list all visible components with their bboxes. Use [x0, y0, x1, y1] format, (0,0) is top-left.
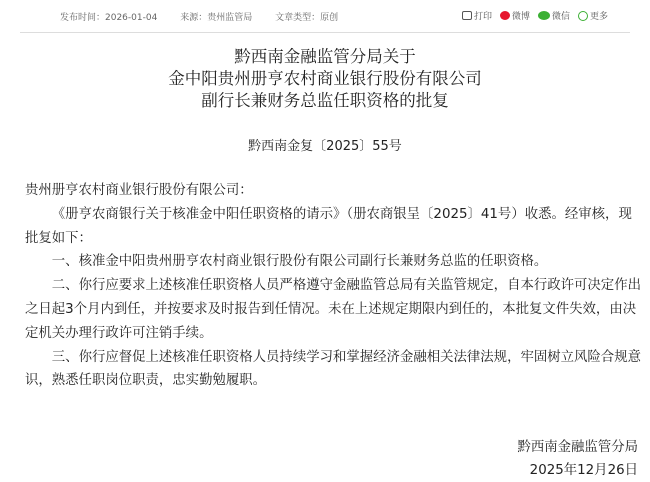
signature — [517, 436, 638, 482]
issuing-org: 黔西南金融监管分局 — [517, 440, 638, 455]
paragraph: 一、核准金中阳贵州册亨农村商业银行股份有限公司副行长兼财务总监的任职资格。 — [51, 254, 548, 270]
title-line: 金中阳贵州册亨农村商业银行股份有限公司 — [168, 69, 482, 88]
weibo-label: 微博 — [511, 12, 530, 22]
share-bar — [462, 9, 608, 22]
article-type: 文章类型：原创 — [275, 13, 339, 23]
paragraph: 三、你行应督促上述核准任职资格人员持续学习和掌握经济金融相关法律法规，牢固树立风险合规意识，熟悉任职岗位职责，忠实勤勉履职。 — [25, 349, 641, 389]
issue-date: 2025年12月26日 — [529, 463, 638, 478]
wechat-button[interactable] — [538, 9, 570, 22]
addressee: 贵州册亨农村商业银行股份有限公司： — [25, 183, 253, 198]
document-title — [0, 46, 650, 112]
printer-icon — [462, 11, 472, 20]
paragraph: 二、你行应要求上述核准任职资格人员严格遵守金融监管总局有关监管规定，自本行政许可决定作出之日起3个月内到任，并按要求及时报告到任情况。未在上述规定期限内到任的，本批复文件失效，由决定机关办理行政许可注销手续。 — [25, 278, 641, 341]
weibo-button[interactable] — [500, 9, 530, 22]
paragraph: 《册亨农商银行关于核准金中阳任职资格的请示》（册农商银呈〔2025〕41号）收悉。经审核，现批复如下： — [25, 206, 632, 246]
print-label: 打印 — [473, 12, 492, 22]
more-button[interactable] — [578, 9, 608, 22]
more-label: 更多 — [589, 12, 608, 22]
source: 来源：贵州监管局 — [180, 13, 253, 23]
document-body — [25, 179, 641, 393]
publish-date: 发布时间：2026-01-04 — [60, 13, 158, 23]
document-number: 黔西南金复〔2025〕55号 — [248, 139, 402, 154]
wechat-label: 微信 — [551, 12, 570, 22]
print-button[interactable] — [462, 9, 492, 22]
weibo-icon — [500, 11, 510, 20]
plus-circle-icon — [578, 11, 588, 21]
wechat-icon — [538, 11, 550, 20]
title-line: 黔西南金融监管分局关于 — [234, 47, 416, 66]
divider — [20, 32, 630, 33]
article-meta — [60, 10, 358, 23]
title-line: 副行长兼财务总监任职资格的批复 — [201, 91, 449, 110]
